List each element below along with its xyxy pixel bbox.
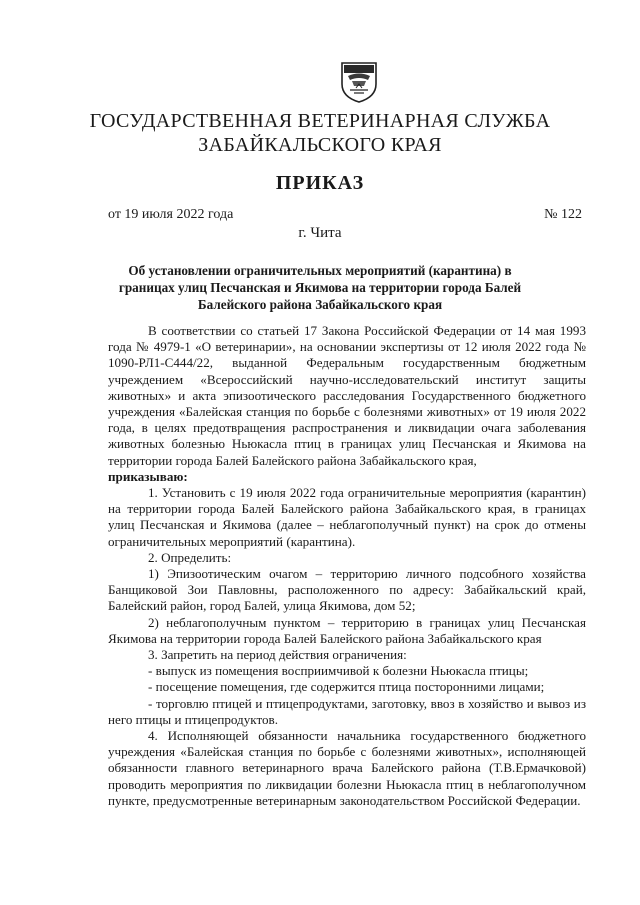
decree-word-text: приказываю:: [108, 468, 188, 484]
order-city: г. Чита: [298, 225, 342, 241]
document-heading: Об установлении ограничительных мероприятий (карантина) в границах улиц Песчанская и Якимова на территории города Балей Балейского района Забайкальского края: [118, 263, 522, 312]
decree-word: [108, 469, 586, 485]
clause-4: 4. Исполняющей обязанности начальника государственного бюджетного учреждения «Балейская станция по борьбе с болезнями животных», исполняющей обязанности главного ветеринарного врача Балейского района (Т.В.Ермачковой) проводить мероприятия по ликвидации болезни Ньюкасла птиц в неблагополучном пункте, предусмотренные ветеринарным законодательством Российской Федерации.: [108, 728, 586, 808]
clause-2: 2. Определить:: [148, 549, 232, 565]
clause-3-item-2: - посещение помещения, где содержится птица посторонними лицами;: [148, 679, 545, 695]
preamble-paragraph: В соответствии со статьей 17 Закона Российской Федерации от 14 мая 1993 года № 4979-1 «О ветеринарии», на основании экспертизы от 12 июля 2022 года № 1090-РЛ1-С444/22, выданной Федеральным государственным бюджетным учреждением «Всероссийский научно-исследовательский институт защиты животных» и акта эпизоотического расследования Государственного бюджетного учреждения «Балейская станция по борьбе с болезнями животных» от 19 июля 2022 года, в целях предотвращения распространения и ликвидации очага заболевания животных болезнью Ньюкасла птиц в границах улиц Песчанская и Якимова на территории города Балей Балейского района Забайкальского края,: [108, 323, 586, 468]
clause-2-item-2: 2) неблагополучным пунктом – территорию в границах улиц Песчанская Якимова на территории города Балей Балейского района Забайкальского края: [108, 614, 586, 646]
clause-1: 1. Установить с 19 июля 2022 года ограничительные мероприятия (карантин) на территории города Балей Балейского района Забайкальского края, в границах улиц Песчанская и Якимова (далее – неблагополучный пункт) на срок до отмены ограничительных мероприятий (карантина).: [108, 485, 586, 549]
clause-3: 3. Запретить на период действия ограничения:: [148, 647, 407, 663]
clause-3-item-1: - выпуск из помещения восприимчивой к болезни Ньюкасла птицы;: [148, 663, 529, 679]
agency-name-line-2: ЗАБАЙКАЛЬСКОГО КРАЯ: [198, 134, 442, 156]
coat-of-arms-icon: [338, 60, 380, 104]
order-number: № 122: [544, 207, 582, 222]
document-type: ПРИКАЗ: [275, 172, 365, 194]
clause-2-item-1: 1) Эпизоотическим очагом – территорию личного подсобного хозяйства Банщиковой Зои Павловны, расположенного по адресу: Забайкальский край, Балейский район, город Балей, улица Якимова, дом 52;: [108, 566, 586, 614]
document-body: [108, 323, 586, 809]
clause-3-item-3: - торговлю птицей и птицепродуктами, заготовку, ввоз в хозяйство и вывоз из него птицы и птицепродуктов.: [108, 695, 586, 727]
order-date: от 19 июля 2022 года: [108, 207, 234, 222]
agency-name-line-1: ГОСУДАРСТВЕННАЯ ВЕТЕРИНАРНАЯ СЛУЖБА: [89, 110, 551, 132]
